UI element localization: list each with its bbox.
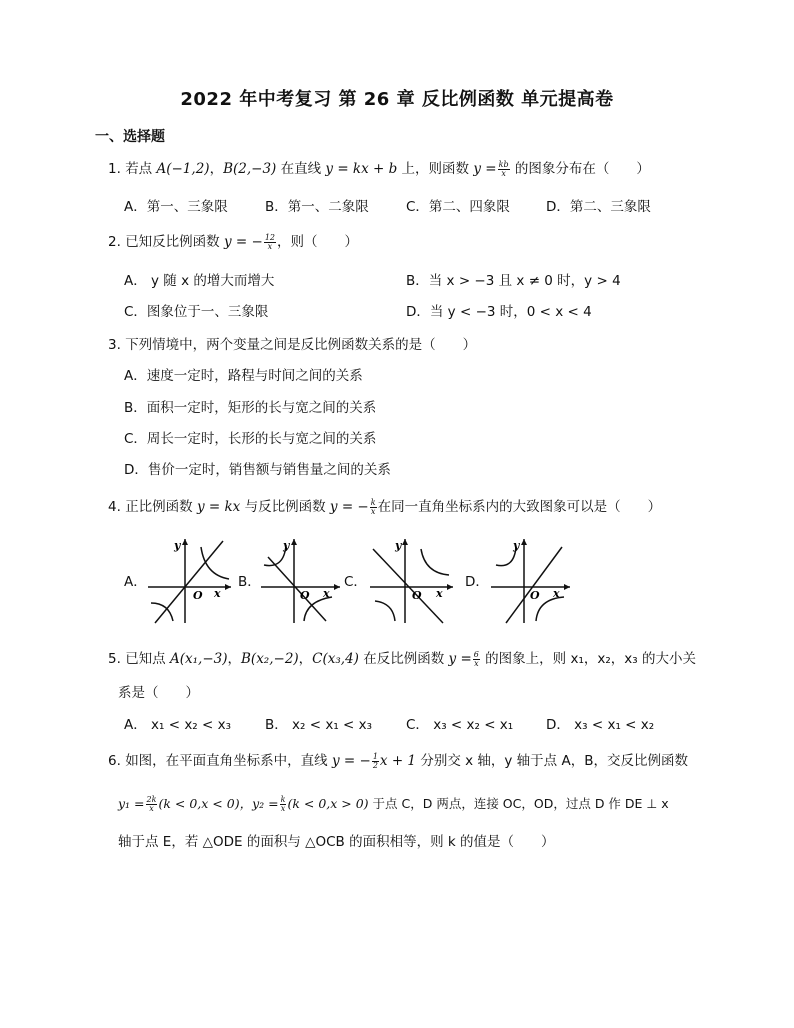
q1-number: 1. xyxy=(108,161,121,177)
q4-graph-a[interactable] xyxy=(143,535,235,625)
q5-line-2: 系是（ ） xyxy=(118,685,199,701)
q2-option-a[interactable]: A． y 随 x 的增大而增大 xyxy=(124,273,275,289)
q5-option-d[interactable]: D． x₃ < x₁ < x₂ xyxy=(546,717,655,733)
q1-option-d[interactable]: D．第二、三象限 xyxy=(546,199,651,215)
q6-line-2: y₁ = $\frac{2k}{x}$ (k < 0,x < 0)，y₂ = $\frac{k}{x}$ (k < 0,x > 0) 于点 C，D 两点，连接 OC，OD，过点 D 作 DE ⊥ x xyxy=(118,795,669,813)
q4-option-d[interactable]: D． xyxy=(465,574,489,590)
q2-option-d[interactable]: D．当 y < −3 时，0 < x < 4 xyxy=(406,304,592,320)
q5-option-b[interactable]: B． x₂ < x₁ < x₃ xyxy=(265,717,373,733)
svg-text:O: O xyxy=(530,589,540,602)
q4-option-b[interactable]: B． xyxy=(238,574,261,590)
fraction: $\frac{1}{2}$ xyxy=(372,751,378,770)
q1-option-b[interactable]: B．第一、二象限 xyxy=(265,199,369,215)
q4-graph-c[interactable] xyxy=(365,535,457,625)
fraction: $\frac{k}{x}$ xyxy=(280,795,286,813)
q3-option-d[interactable]: D．售价一定时，销售额与销售量之间的关系 xyxy=(124,462,391,478)
svg-text:x: x xyxy=(323,587,330,600)
fraction: $\frac{k}{x}$ xyxy=(370,497,376,516)
fraction: $\frac{12}{x}$ xyxy=(264,232,276,251)
svg-text:x: x xyxy=(436,587,443,600)
svg-text:x: x xyxy=(553,587,560,600)
q4-graph-d[interactable] xyxy=(486,535,574,625)
proportional-line xyxy=(155,541,223,623)
fraction: $\frac{6}{x}$ xyxy=(473,649,479,668)
page-title: 2022 年中考复习 第 26 章 反比例函数 单元提高卷 xyxy=(180,89,614,110)
question-2: 2. 已知反比例函数 y = − $\frac{12}{x}$ ，则（ ） xyxy=(108,232,359,251)
q3-option-a[interactable]: A．速度一定时，路程与时间之间的关系 xyxy=(124,368,363,384)
q2-option-b[interactable]: B．当 x > −3 且 x ≠ 0 时，y > 4 xyxy=(406,273,621,289)
q1-option-c[interactable]: C．第二、四象限 xyxy=(406,199,510,215)
svg-text:O: O xyxy=(412,589,422,602)
x-label: x xyxy=(214,587,221,600)
question-3: 3. 下列情境中，两个变量之间是反比例函数关系的是（ ） xyxy=(108,337,477,353)
svg-text:y: y xyxy=(513,539,520,552)
svg-text:y: y xyxy=(283,539,290,552)
origin-label: O xyxy=(193,589,203,602)
q3-option-b[interactable]: B．面积一定时，矩形的长与宽之间的关系 xyxy=(124,400,377,416)
question-1: 1. 若点 A(−1,2)，B(2,−3) 在直线 y = kx + b 上，则函数 y = $\frac{kb}{x}$ 的图象分布在（ ） xyxy=(108,159,650,178)
q2-option-c[interactable]: C．图象位于一、三象限 xyxy=(124,304,269,320)
q6-line-3: 轴于点 E，若 △ODE 的面积与 △OCB 的面积相等，则 k 的值是（ ） xyxy=(118,834,555,850)
svg-text:O: O xyxy=(300,589,310,602)
fraction: $\frac{kb}{x}$ xyxy=(498,159,509,178)
q4-graph-b[interactable] xyxy=(256,535,344,625)
question-6: 6. 如图，在平面直角坐标系中，直线 y = − $\frac{1}{2}$ x + 1 分别交 x 轴，y 轴于点 A，B，交反比例函数 xyxy=(108,751,688,770)
y-label: y xyxy=(174,539,181,552)
q1-option-a[interactable]: A．第一、三象限 xyxy=(124,199,228,215)
q4-option-c[interactable]: C． xyxy=(344,574,367,590)
section-heading: 一、选择题 xyxy=(95,129,165,145)
q3-option-c[interactable]: C．周长一定时，长形的长与宽之间的关系 xyxy=(124,431,377,447)
q4-option-a[interactable]: A． xyxy=(124,574,147,590)
svg-text:y: y xyxy=(395,539,402,552)
question-4: 4. 正比例函数 y = kx 与反比例函数 y = − $\frac{k}{x}$ 在同一直角坐标系内的大致图象可以是（ ） xyxy=(108,497,662,516)
q5-option-a[interactable]: A． x₁ < x₂ < x₃ xyxy=(124,717,232,733)
fraction: $\frac{2k}{x}$ xyxy=(146,795,157,813)
question-5: 5. 已知点 A(x₁,−3)，B(x₂,−2)，C(x₃,4) 在反比例函数 y = $\frac{6}{x}$ 的图象上，则 x₁，x₂，x₃ 的大小关 xyxy=(108,649,696,668)
q5-option-c[interactable]: C． x₃ < x₂ < x₁ xyxy=(406,717,514,733)
